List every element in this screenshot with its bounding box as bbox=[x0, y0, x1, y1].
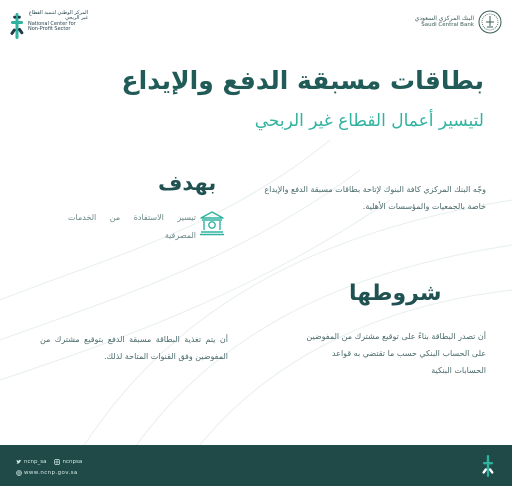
twitter-link[interactable] bbox=[16, 459, 46, 465]
sama-logo bbox=[415, 10, 502, 34]
website-url: www.ncnp.gov.sa bbox=[24, 470, 78, 476]
conditions-heading: شروطها bbox=[349, 281, 442, 306]
website-link[interactable] bbox=[16, 470, 78, 476]
goal-text: تيسير الاستفادة من الخدمات المصرفية bbox=[68, 213, 196, 240]
bank-icon bbox=[199, 210, 225, 236]
footer-bar bbox=[0, 445, 512, 486]
ncnp-logo-mark-icon bbox=[10, 11, 24, 41]
instagram-icon bbox=[54, 459, 60, 465]
sama-name-ar: البنك المركزي السعودي bbox=[414, 15, 474, 23]
sama-seal-icon bbox=[478, 10, 502, 34]
instagram-handle: ncnpsa bbox=[62, 459, 83, 465]
goal-heading: بهدف bbox=[158, 171, 217, 195]
page-title: بطاقات مسبقة الدفع والإيداع bbox=[121, 66, 484, 95]
ncnp-logo bbox=[10, 11, 88, 41]
globe-icon bbox=[16, 470, 22, 476]
ncnp-footer-mark-icon bbox=[482, 454, 494, 478]
page-subtitle: لتيسير أعمال القطاع غير الربحي bbox=[254, 111, 484, 131]
intro-text: وجّه البنك المركزي كافة البنوك لإتاحة بطاقات مسبقة الدفع والإيداع خاصة بالجمعيات والمؤسسات الأهلية. bbox=[264, 185, 486, 211]
instagram-link[interactable] bbox=[54, 459, 82, 465]
social-links bbox=[16, 459, 82, 465]
twitter-handle: ncnp_sa bbox=[24, 459, 47, 465]
condition-right-text: أن تصدر البطاقة بناءً على توقيع مشترك من المفوضين على الحساب البنكي حسب ما تقتضي به قواعد الحسابات البنكية bbox=[306, 332, 486, 375]
condition-left-text: أن يتم تغذية البطاقة مسبقة الدفع بتوقيع مشترك من المفوضين وفق القنوات المتاحة لذلك. bbox=[40, 335, 228, 361]
ncnp-name-en: National Center for Non-Profit Sector bbox=[28, 20, 76, 32]
sama-name-en: Saudi Central Bank bbox=[421, 22, 474, 29]
twitter-icon bbox=[16, 459, 22, 465]
ncnp-name-ar: المركز الوطني لتنمية القطاع غير الربحي bbox=[28, 10, 88, 22]
